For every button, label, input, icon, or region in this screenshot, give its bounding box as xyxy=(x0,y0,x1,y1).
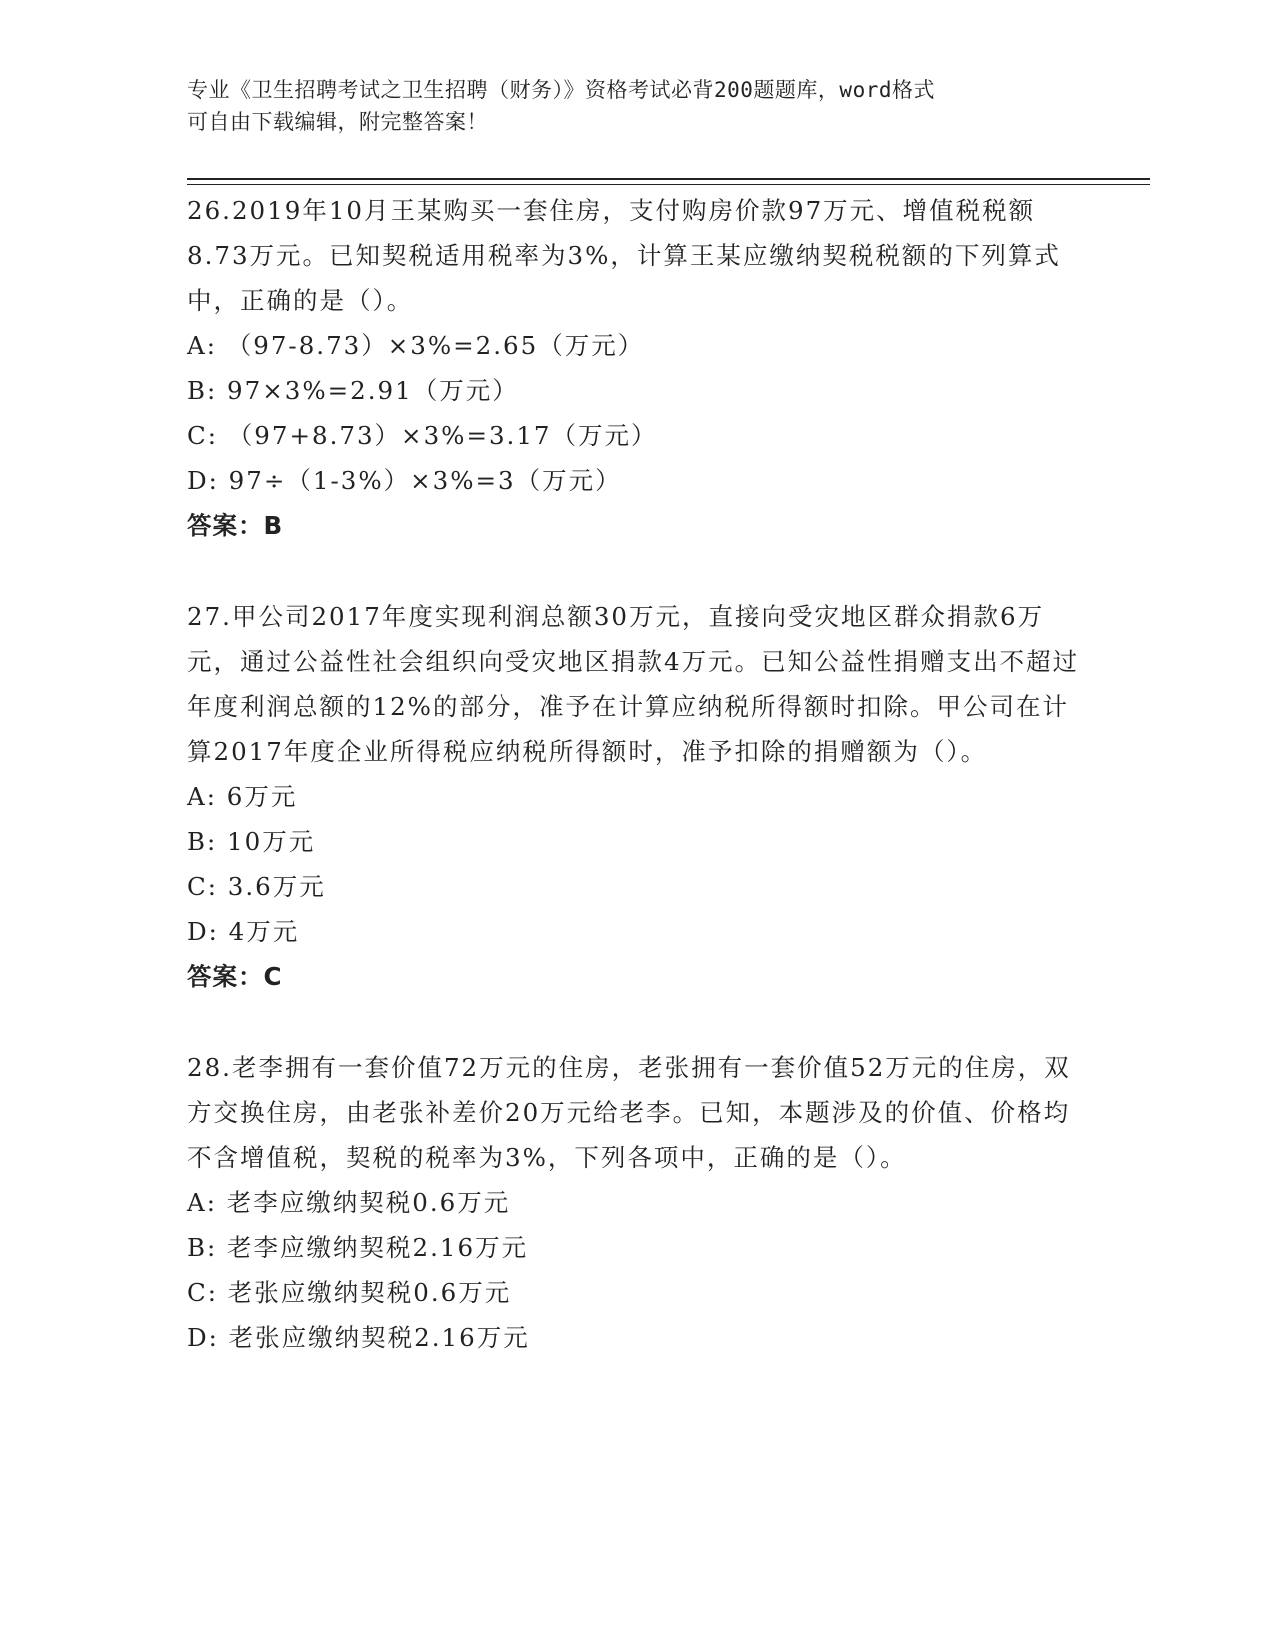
option-b: B: 97×3%=2.91（万元） xyxy=(187,376,519,405)
header-divider-thick xyxy=(187,178,1150,180)
question-27 xyxy=(187,594,1087,999)
option-b: B: 10万元 xyxy=(187,827,316,856)
answer: 答案：B xyxy=(187,511,284,540)
option-a: A: （97-8.73）×3%=2.65（万元） xyxy=(187,331,645,360)
option-c: C: 3.6万元 xyxy=(187,872,326,901)
option-a: A: 6万元 xyxy=(187,782,298,811)
option-d: D: 4万元 xyxy=(187,917,300,946)
option-d: D: 97÷（1-3%）×3%=3（万元） xyxy=(187,466,622,495)
header-line-2: 可自由下载编辑，附完整答案！ xyxy=(187,110,488,134)
question-stem: 26.2019年10月王某购买一套住房，支付购房价款97万元、增值税税额8.73万元。已知契税适用税率为3%，计算王某应缴纳契税税额的下列算式中，正确的是（）。 xyxy=(187,196,1061,315)
question-list xyxy=(187,188,1087,1406)
option-a: A: 老李应缴纳契税0.6万元 xyxy=(187,1188,511,1217)
option-b: B: 老李应缴纳契税2.16万元 xyxy=(187,1233,529,1262)
header-divider-thin xyxy=(187,184,1150,185)
option-c: C: （97+8.73）×3%=3.17（万元） xyxy=(187,421,658,450)
header-line-1: 专业《卫生招聘考试之卫生招聘（财务）》资格考试必背200题题库，word格式 xyxy=(187,78,935,102)
question-stem: 27.甲公司2017年度实现利润总额30万元，直接向受灾地区群众捐款6万元，通过公益性社会组织向受灾地区捐款4万元。已知公益性捐赠支出不超过年度利润总额的12%的部分，准予在计算应纳税所得额时扣除。甲公司在计算2017年度企业所得税应纳税所得额时，准予扣除的捐赠额为（）。 xyxy=(187,602,1080,766)
option-d: D: 老张应缴纳契税2.16万元 xyxy=(187,1323,530,1352)
question-28 xyxy=(187,1045,1087,1360)
option-c: C: 老张应缴纳契税0.6万元 xyxy=(187,1278,512,1307)
document-header xyxy=(187,74,1087,138)
answer: 答案：C xyxy=(187,962,283,991)
question-stem: 28.老李拥有一套价值72万元的住房，老张拥有一套价值52万元的住房，双方交换住房，由老张补差价20万元给老李。已知，本题涉及的价值、价格均不含增值税，契税的税率为3%，下列各项中，正确的是（）。 xyxy=(187,1053,1071,1172)
question-26 xyxy=(187,188,1087,548)
